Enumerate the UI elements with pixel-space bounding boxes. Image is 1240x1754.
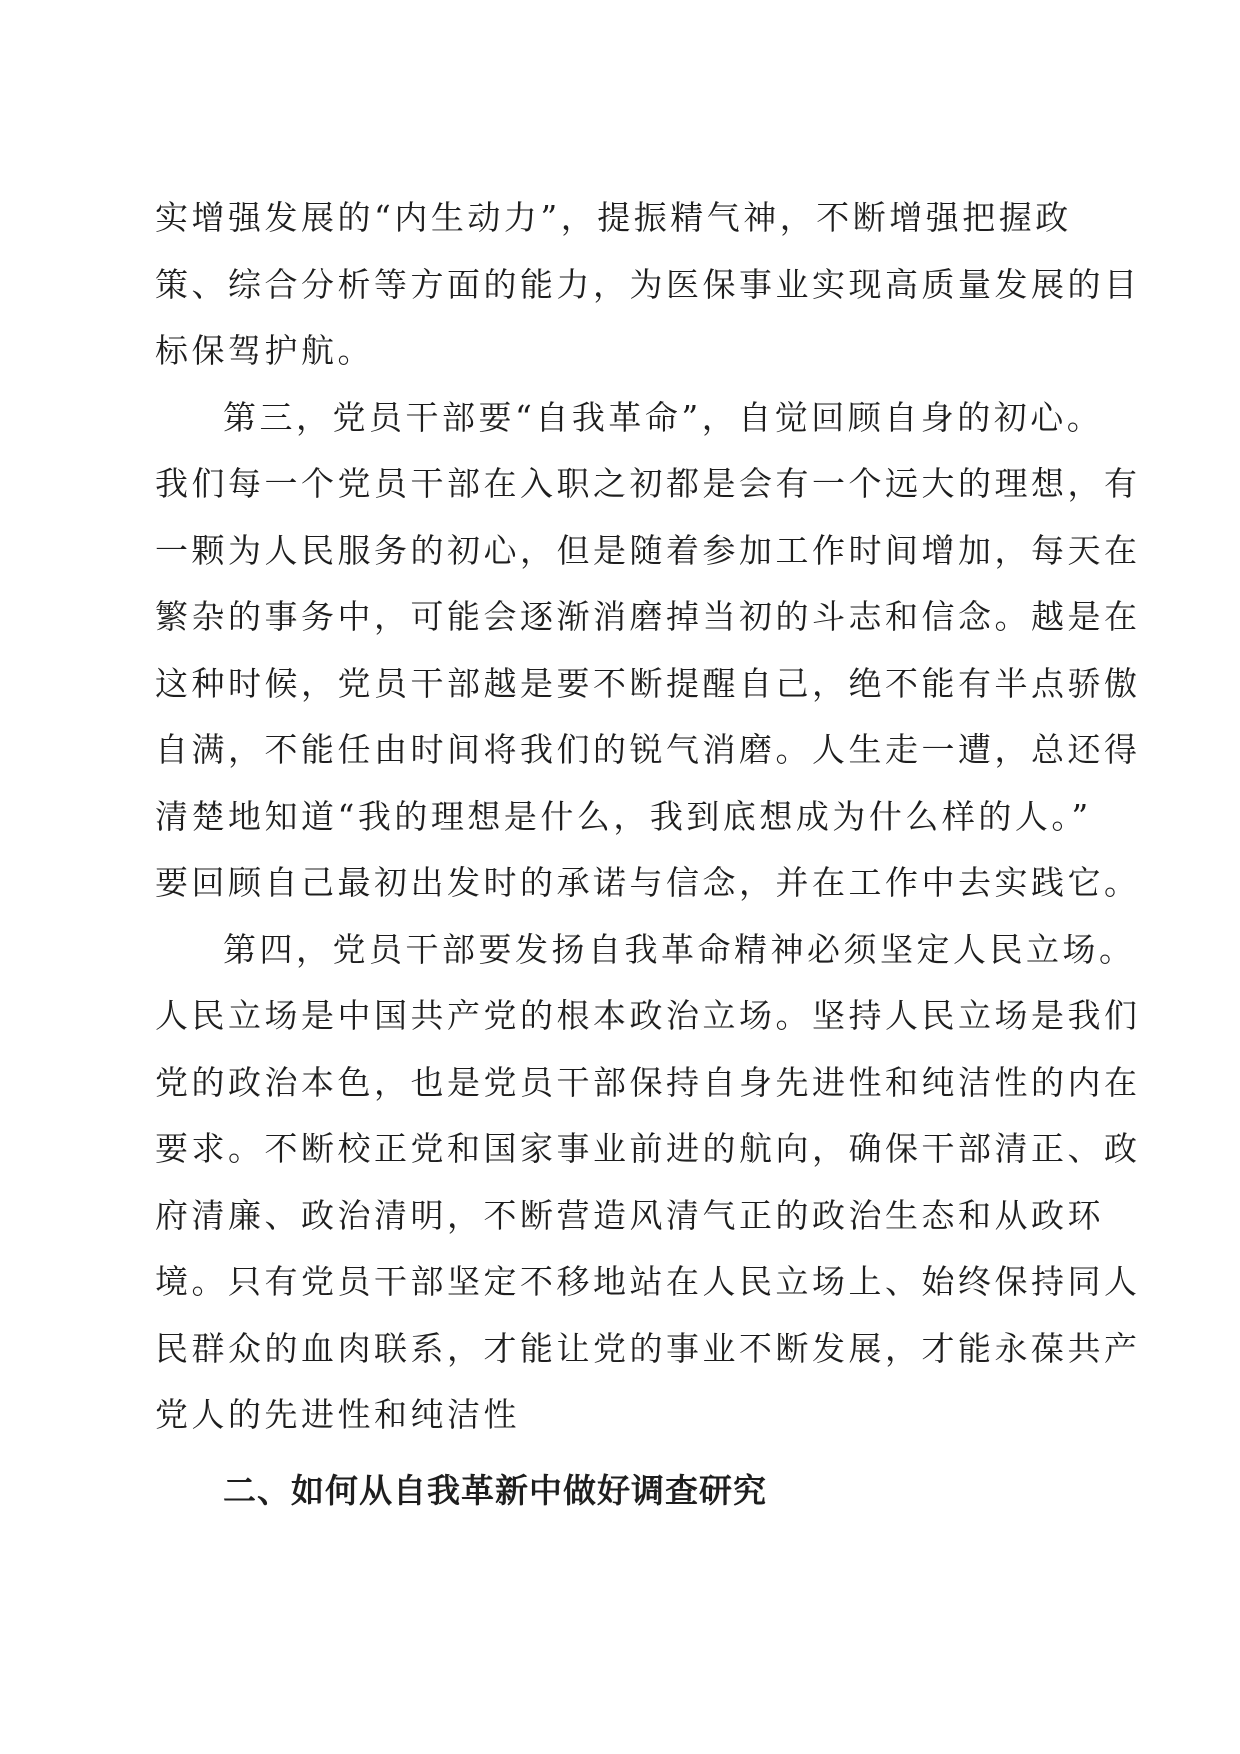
- paragraph-line: 策、综合分析等方面的能力，为医保事业实现高质量发展的目: [155, 264, 1141, 304]
- paragraph-line: 第四，党员干部要发扬自我革命精神必须坚定人民立场。: [223, 929, 1136, 969]
- paragraph-line: 实增强发展的“内生动力”，提振精气神，不断增强把握政: [155, 198, 1072, 237]
- paragraph-line: 民群众的血肉联系，才能让党的事业不断发展，才能永葆共产: [155, 1328, 1141, 1368]
- paragraph-line: 党的政治本色，也是党员干部保持自身先进性和纯洁性的内在: [155, 1062, 1141, 1102]
- paragraph-line: 自满，不能任由时间将我们的锐气消磨。人生走一遭，总还得: [155, 730, 1141, 769]
- section-heading: 二、如何从自我革新中做好调查研究: [223, 1470, 767, 1510]
- paragraph-line: 人民立场是中国共产党的根本政治立场。坚持人民立场是我们: [155, 996, 1141, 1035]
- paragraph-line: 标保驾护航。: [155, 331, 374, 370]
- paragraph-line: 这种时候，党员干部越是要不断提醒自己，绝不能有半点骄傲: [155, 663, 1141, 703]
- paragraph-line: 境。只有党员干部坚定不移地站在人民立场上、始终保持同人: [155, 1262, 1141, 1301]
- paragraph-line: 我们每一个党员干部在入职之初都是会有一个远大的理想，有: [155, 464, 1141, 503]
- document-body: [155, 185, 1141, 1527]
- paragraph-line: 党人的先进性和纯洁性: [155, 1395, 520, 1434]
- paragraph-line: 一颗为人民服务的初心，但是随着参加工作时间增加，每天在: [155, 530, 1141, 570]
- paragraph-line: 要求。不断校正党和国家事业前进的航向，确保干部清正、政: [155, 1129, 1141, 1168]
- paragraph-line: 府清廉、政治清明，不断营造风清气正的政治生态和从政环: [155, 1195, 1104, 1235]
- paragraph-line: 清楚地知道“我的理想是什么，我到底想成为什么样的人。”: [155, 796, 1092, 836]
- paragraph-line: 繁杂的事务中，可能会逐渐消磨掉当初的斗志和信念。越是在: [155, 597, 1141, 636]
- paragraph-line: 要回顾自己最初出发时的承诺与信念，并在工作中去实践它。: [155, 863, 1141, 902]
- paragraph-line: 第三，党员干部要“自我革命”，自觉回顾自身的初心。: [223, 397, 1104, 437]
